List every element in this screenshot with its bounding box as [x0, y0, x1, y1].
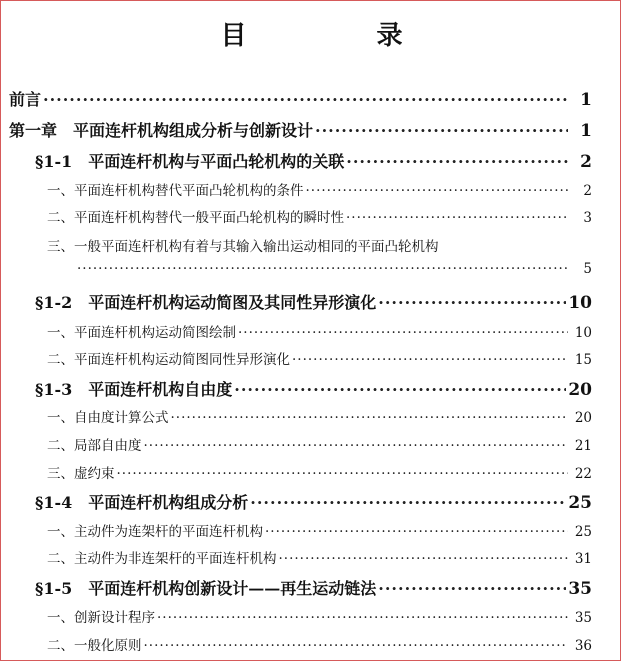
toc-entry-1-4-1[interactable] — [47, 520, 592, 540]
leader-dots — [315, 121, 568, 140]
leader-dots — [346, 210, 568, 226]
toc-entry-label: 前言 — [9, 90, 42, 109]
toc-page-number: 20 — [574, 410, 592, 426]
toc-page-number: 35 — [568, 579, 592, 599]
leader-dots — [157, 610, 568, 626]
leader-dots — [378, 579, 566, 598]
toc-entry-label: 三、一般平面连杆机构有着与其输入输出运动相同的平面凸轮机构 — [47, 239, 439, 255]
toc-entry-label: §1-4 平面连杆机构组成分析 — [35, 493, 249, 512]
leader-dots — [279, 551, 569, 567]
leader-dots — [144, 438, 569, 454]
toc-entry-1-3-2[interactable] — [47, 434, 592, 454]
toc-page-number: 22 — [574, 466, 592, 482]
toc-entry-label: 二、主动件为非连架杆的平面连杆机构 — [47, 551, 277, 567]
toc-entry-label: 二、平面连杆机构替代一般平面凸轮机构的瞬时性 — [47, 210, 344, 226]
toc-page-number: 25 — [574, 524, 592, 540]
toc-page-number: 1 — [580, 121, 592, 141]
toc-entry-label: 一、平面连杆机构运动简图绘制 — [47, 325, 236, 341]
toc-entry-1-2-1[interactable] — [47, 321, 592, 341]
toc-page-number: 2 — [583, 183, 592, 199]
leader-dots — [250, 493, 566, 512]
leader-dots — [77, 261, 568, 277]
toc-page-number: 25 — [568, 493, 592, 513]
toc-page-number: 1 — [580, 90, 592, 110]
leader-dots — [171, 410, 569, 426]
toc-entry-1-5-2[interactable] — [47, 634, 592, 654]
toc-entry-label: 二、一般化原则 — [47, 638, 142, 654]
toc-entry-label: §1-2 平面连杆机构运动简图及其同性异形演化 — [35, 293, 377, 312]
toc-entry-label: §1-3 平面连杆机构自由度 — [35, 380, 233, 399]
toc-entry-1-4-2[interactable] — [47, 547, 592, 567]
toc-page-number: 36 — [574, 638, 592, 654]
page-title: 目 录 — [220, 21, 455, 51]
toc-entry-label: §1-5 平面连杆机构创新设计——再生运动链法 — [35, 579, 377, 598]
toc-entry-label: 二、局部自由度 — [47, 438, 142, 454]
toc-entry-1-5-1[interactable] — [47, 606, 592, 626]
toc-entry-label: 二、平面连杆机构运动简图同性异形演化 — [47, 352, 290, 368]
toc-entry-1-3-3[interactable] — [47, 462, 592, 482]
leader-dots — [144, 638, 569, 654]
toc-entry-label: 三、虚约束 — [47, 466, 115, 482]
toc-entry-section-1-4[interactable] — [35, 490, 592, 513]
leader-dots — [292, 352, 568, 368]
leader-dots — [43, 90, 568, 109]
toc-page-number: 3 — [583, 210, 592, 226]
toc-page-number: 5 — [583, 261, 592, 277]
toc-entry-1-3-1[interactable] — [47, 406, 592, 426]
toc-entry-section-1-5[interactable] — [35, 576, 592, 599]
toc-entry-1-1-2[interactable] — [47, 206, 592, 226]
toc-entry-label: §1-1 平面连杆机构与平面凸轮机构的关联 — [35, 152, 345, 171]
leader-dots — [378, 293, 566, 312]
toc-page-number: 10 — [574, 325, 592, 341]
leader-dots — [346, 152, 568, 171]
toc-page-number: 20 — [568, 380, 592, 400]
leader-dots — [306, 183, 569, 199]
toc-page-number: 10 — [568, 293, 592, 313]
toc-page-number: 31 — [574, 551, 592, 567]
toc-page-number: 2 — [580, 152, 592, 172]
leader-dots — [238, 325, 568, 341]
toc-entry-preface[interactable] — [9, 87, 592, 110]
table-of-contents — [1, 1, 621, 662]
leader-dots — [117, 466, 569, 482]
toc-entry-label: 一、主动件为连架杆的平面连杆机构 — [47, 524, 263, 540]
toc-page-number: 35 — [574, 610, 592, 626]
toc-entry-1-1-3-continued[interactable] — [75, 261, 592, 277]
toc-entry-1-2-2[interactable] — [47, 348, 592, 368]
toc-page-number: 21 — [574, 438, 592, 454]
toc-entry-chapter-1[interactable] — [9, 118, 592, 141]
toc-entry-label: 第一章 平面连杆机构组成分析与创新设计 — [9, 121, 314, 140]
toc-entry-section-1-1[interactable] — [35, 149, 592, 172]
toc-entry-1-1-3[interactable] — [47, 235, 592, 255]
toc-entry-label: 一、创新设计程序 — [47, 610, 155, 626]
leader-dots — [265, 524, 568, 540]
toc-page-number: 15 — [574, 352, 592, 368]
toc-entry-section-1-2[interactable] — [35, 290, 592, 313]
toc-entry-section-1-3[interactable] — [35, 377, 592, 400]
toc-entry-label: 一、平面连杆机构替代平面凸轮机构的条件 — [47, 183, 304, 199]
leader-dots — [234, 380, 566, 399]
toc-entry-label: 一、自由度计算公式 — [47, 410, 169, 426]
toc-entry-1-1-1[interactable] — [47, 179, 592, 199]
